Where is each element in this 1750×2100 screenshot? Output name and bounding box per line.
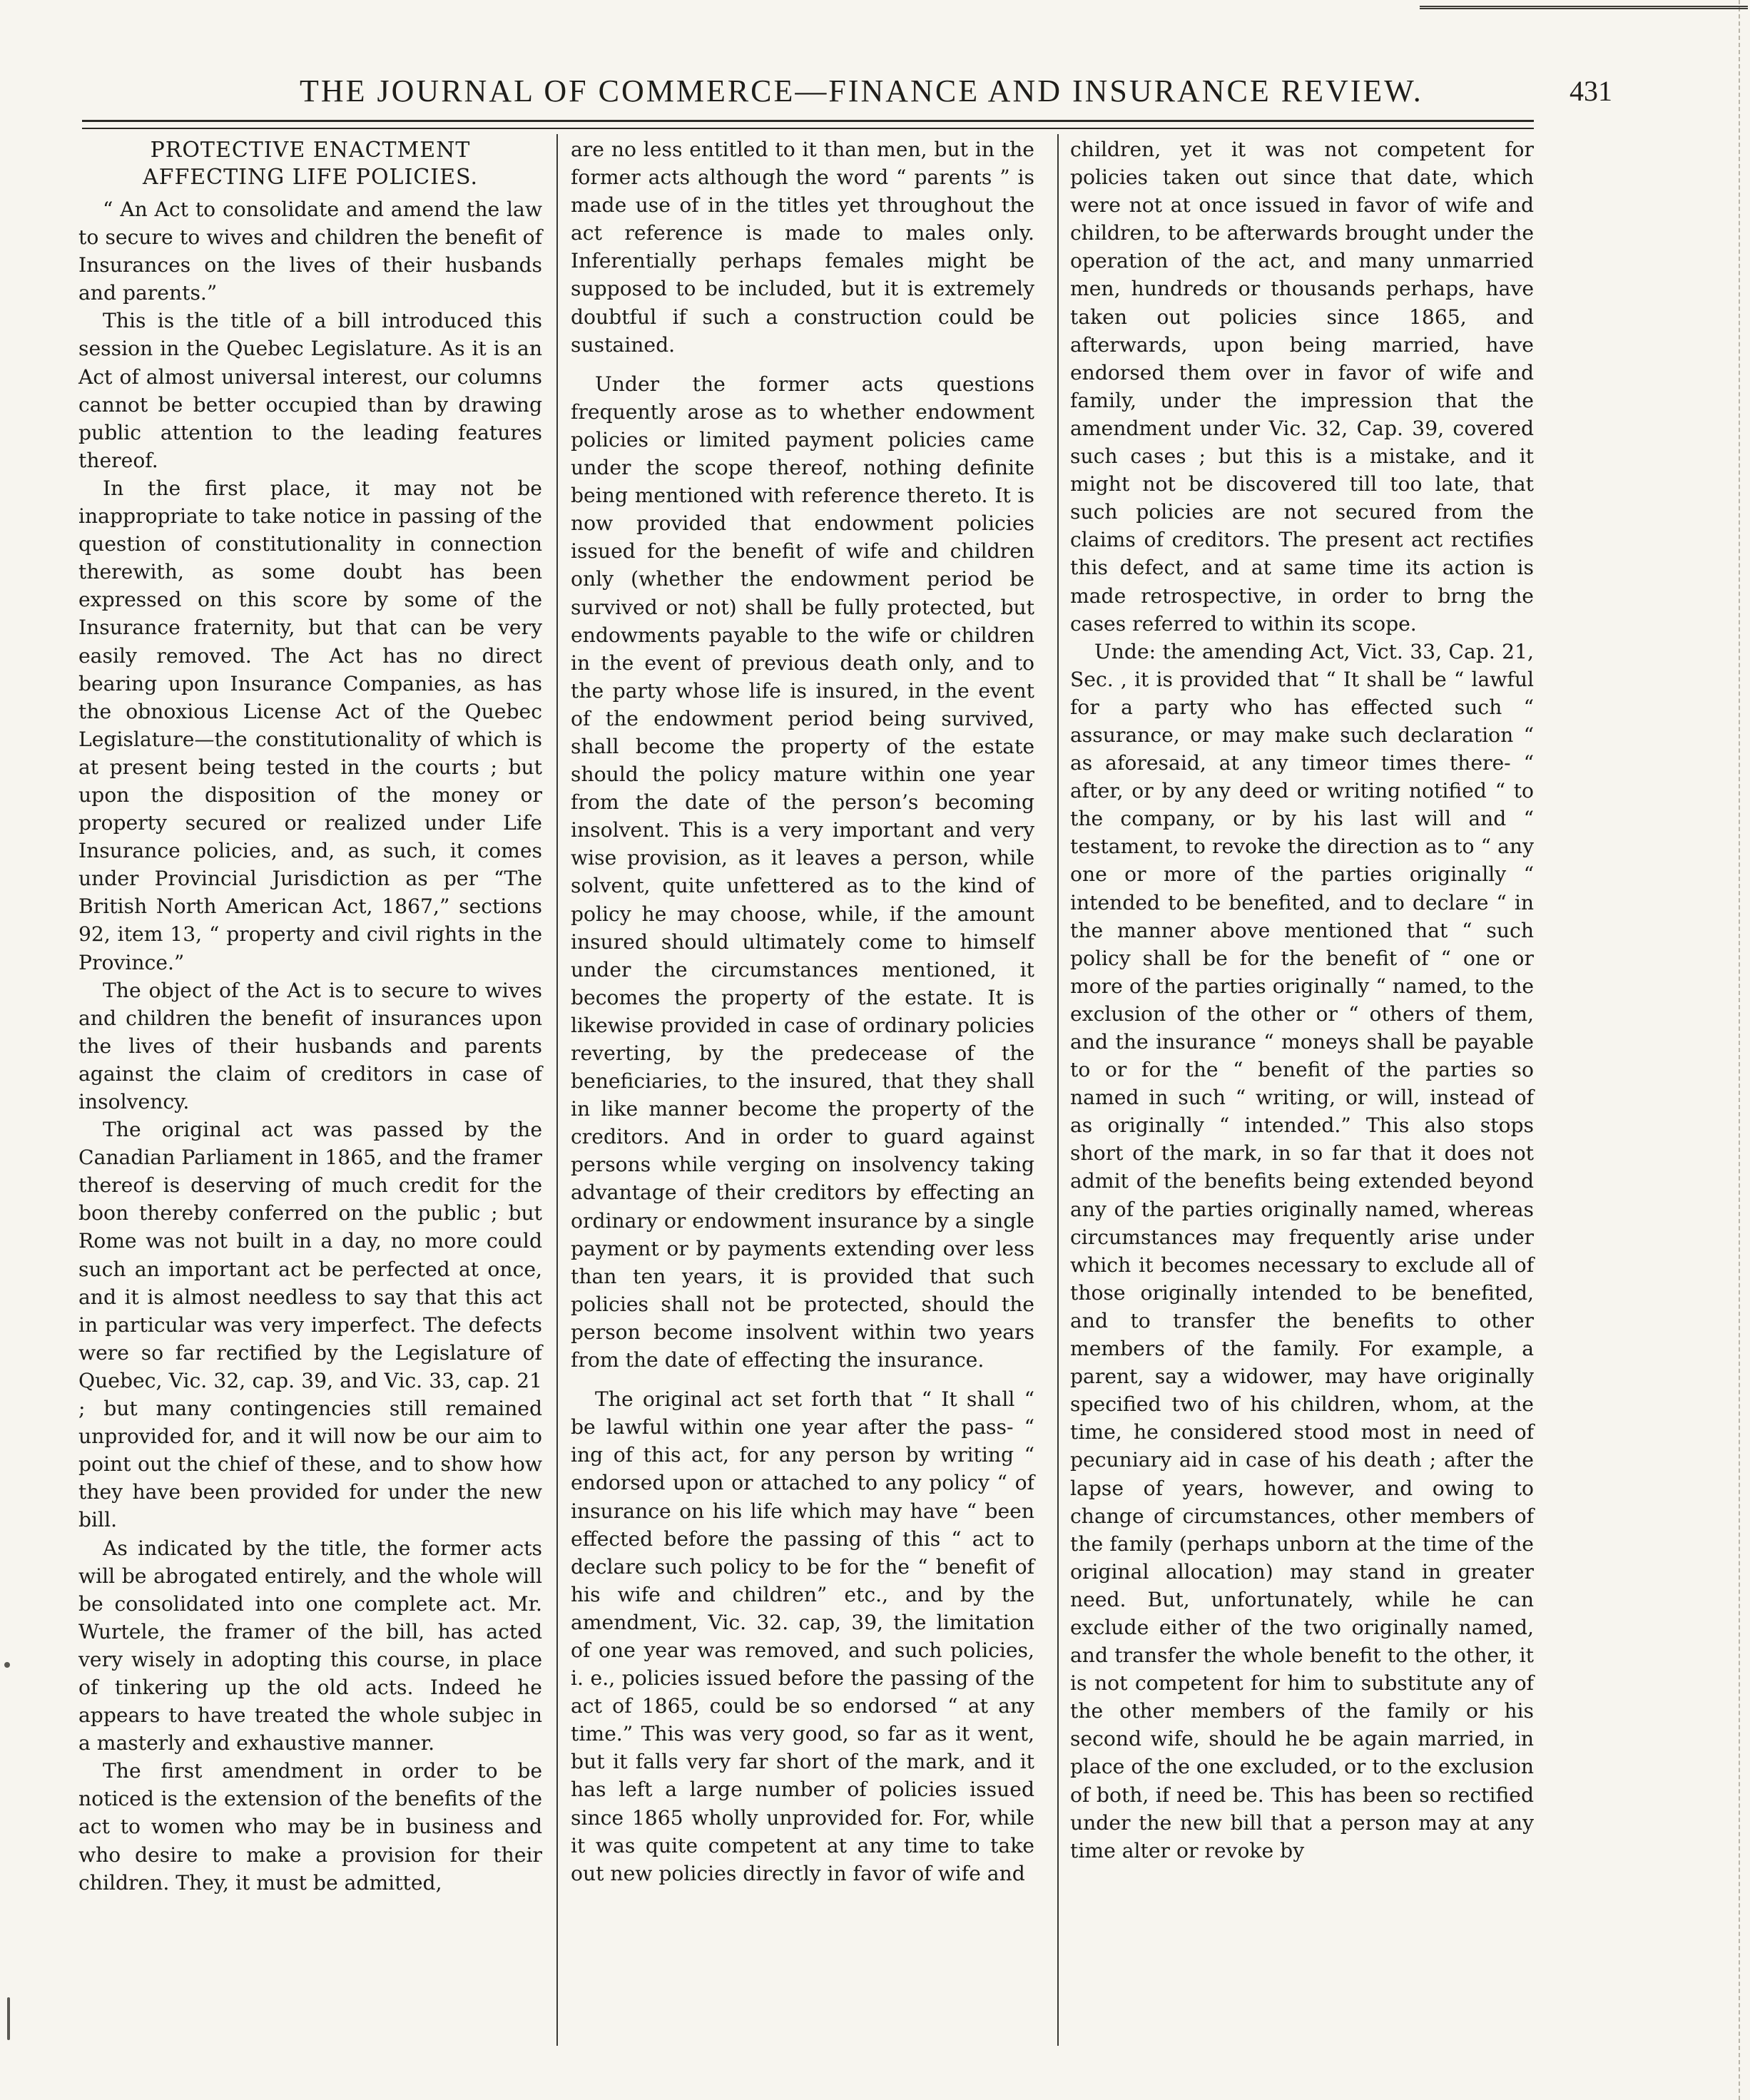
paragraph: “ An Act to consolidate and amend the law to secure to wives and children the benefit of Insurances on the lives of their husbands and parents.” xyxy=(78,198,542,305)
running-head xyxy=(107,70,1619,113)
paragraph: children, yet it was not competent for policies taken out since that date, which were not at once issued in favor of wife and children, to be afterwards brought under the operation of the act, and many unmarried men, hundreds or thousands perhaps, have taken out policies since 1865, and afterwards, upon being married, have endorsed them over in favor of wife and family, under the impression that the amendment under Vic. 32, Cap. 39, covered such cases ; but this is a mistake, and it might not be discovered till too late, that such policies are not secured from the claims of creditors. The present act rectifies this defect, and at same time its action is made retrospective, in order to brng the cases referred to within its scope. xyxy=(1070,138,1534,636)
paragraph: The original act was passed by the Canadian Parliament in 1865, and the framer thereof is deserving of much credit for the boon thereby conferred on the public ; but Rome was not built in a day, no more could such an important act be perfected at once, and it is almost needless to say that this act in particular was very imperfect. The defects were so far rectified by the Legislature of Quebec, Vic. 32, cap. 39, and Vic. 33, cap. 21 ; but many contingencies still remained unprovided for, and it will now be our aim to point out the chief of these, and to show how they have been provided for under the new bill. xyxy=(78,1118,542,1532)
page-number: 431 xyxy=(1570,75,1612,107)
paragraph: Under the former acts questions frequently arose as to whether endowment policies or limited payment policies came under the scope thereof, nothing definite being mentioned with reference thereto. It is now provided that endowment policies issued for the benefit of wife and children only (whether the endowment period be survived or not) shall be fully protected, but endowments payable to the wife or children in the event of previous death only, and to the party whose life is insured, in the event of the endowment period being survived, shall become the property of the estate should the policy mature within one year from the date of the person’s becoming insolvent. This is a very important and very wise provision, as it leaves a person, while solvent, quite unfettered as to the kind of policy he may choose, while, if the amount insured should ultimately come to himself under the circumstances mentioned, it becomes the property of the estate. It is likewise provided in case of ordinary policies reverting, by the predecease of the beneficiaries, to the insured, that they shall in like manner become the property of the creditors. And in order to guard against persons while verging on insolvency taking advantage of their creditors by effecting an ordinary or endowment insurance by a single payment or by payments extending over less than ten years, it is provided that such policies shall not be protected, should the person become insolvent within two years from the date of effecting the insurance. xyxy=(571,372,1034,1372)
page-edge xyxy=(1739,0,1750,2100)
paragraph: are no less entitled to it than men, but in the former acts although the word “ parents ” is made use of in the titles yet throughout the act reference is made to males only. Inferentially perhaps females might be supposed to be included, but it is extremely doubtful if such a construction could be sustained. xyxy=(571,138,1034,357)
paragraph: Unde: the amending Act, Vict. 33, Cap. 21, Sec. , it is provided that “ It shall be “ lawful for a party who has effected such “ assurance, or may make such declaration “ as aforesaid, at any timeor times there- “ after, or by any deed or writing notified “ to the company, or by his last will and “ testament, to revoke the direction as to “ any one or more of the parties originally “ intended to be benefited, and to declare “ in the manner above mentioned that “ such policy shall be for the benefit of “ one or more of the parties originally “ named, to the exclusion of the other or “ others of them, and the insurance “ moneys shall be payable to or for the “ benefit of the parties so named in such “ writing, or will, instead of as originally “ intended.” This also stops short of the mark, in so far that it does not admit of the benefits being extended beyond any of the parties originally named, whereas circumstances may frequently arise under which it becomes necessary to exclude all of those originally intended to be benefited, and to transfer the benefits to other members of the family. For example, a parent, say a widower, may have originally specified two of his children, whom, at the time, he considered stood most in need of pecuniary aid in case of his death ; after the lapse of years, however, and owing to change of circumstances, other members of the family (perhaps unborn at the time of the original allocation) may stand in greater need. But, unfortunately, while he can exclude either of the two originally named, and transfer the whole benefit to the other, it is not competent for him to substitute any of the other members of the family or his second wife, should he be again married, in place of the one excluded, or to the exclusion of both, if need be. This has been so rectified under the new bill that a person may at any time alter or revoke by xyxy=(1070,639,1534,1862)
column-rule xyxy=(1057,134,1059,2046)
print-speck xyxy=(7,1997,10,2040)
article-column-1 xyxy=(78,136,542,1897)
paragraph: As indicated by the title, the former acts will be abrogated entirely, and the whole will be consolidated into one complete act. Mr. Wurtele, the framer of the bill, has acted very wisely in adopting this course, in place of tinkering up the old acts. Indeed he appears to have treated the whole subjec in a masterly and exhaustive manner. xyxy=(78,1536,542,1755)
paragraph: The original act set forth that “ It shall “ be lawful within one year after the pass- “ ing of this act, for any person by writing “ endorsed upon or attached to any policy “ of insurance on his life which may have “ been effected before the passing of this “ act to declare such policy to be for the “ benefit of his wife and children” etc., and by the amendment, Vic. 32. cap, 39, the limitation of one year was removed, and such policies, i. e., policies issued before the passing of the act of 1865, could be so endorsed “ at any time.” This was very good, so far as it went, but it falls very far short of the mark, and it has left a large number of policies issued since 1865 wholly unprovided for. For, while it was quite competent at any time to take out new policies directly in favor of wife and xyxy=(571,1387,1034,1885)
paragraph: The first amendment in order to be noticed is the extension of the benefits of the act to women who may be in business and who desire to make a provision for their children. They, it must be admitted, xyxy=(78,1759,542,1895)
article-column-2 xyxy=(571,136,1034,1887)
column-rule xyxy=(556,134,558,2046)
print-speck xyxy=(4,1662,10,1668)
article-heading: PROTECTIVE ENACTMENT AFFECTING LIFE POLICIES. xyxy=(142,138,479,190)
article-column-3 xyxy=(1070,136,1534,1865)
paragraph: The object of the Act is to secure to wives and children the benefit of insurances upon the lives of their husbands and parents against the claim of creditors in case of insolvency. xyxy=(78,978,542,1113)
header-rule xyxy=(82,120,1534,129)
corner-rule xyxy=(1420,6,1748,9)
journal-title: THE JOURNAL OF COMMERCE—FINANCE AND INSURANCE REVIEW. xyxy=(300,73,1423,108)
paragraph: In the first place, it may not be inappropriate to take notice in passing of the question of constitutionality in connection therewith, as some doubt has been expressed on this score by some of the Insurance fraternity, but that can be very easily removed. The Act has no direct bearing upon Insurance Companies, as has the obnoxious License Act of the Quebec Legislature—the constitutionality of which is at present being tested in the courts ; but upon the disposition of the money or property secured or realized under Life Insurance policies, and, as such, it comes under Provincial Jurisdiction as per “The British North American Act, 1867,” sections 92, item 13, “ property and civil rights in the Province.” xyxy=(78,476,542,974)
paragraph: This is the title of a bill introduced this session in the Quebec Legislature. As it is an Act of almost universal interest, our columns cannot be better occupied than by drawing public attention to the leading features thereof. xyxy=(78,309,542,472)
